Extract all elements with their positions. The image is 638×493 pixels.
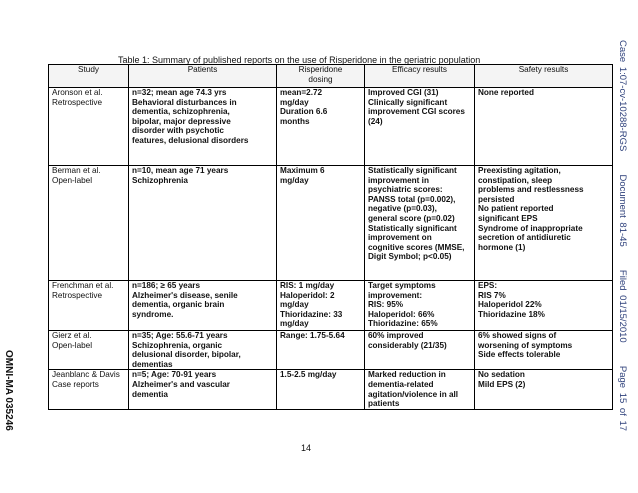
cell-line: dementia [132, 389, 168, 399]
cell-line: 1.5-2.5 mg/day [280, 370, 337, 380]
cell-line: Preexisting agitation, [478, 166, 561, 175]
cell-line: improvement in [368, 175, 429, 185]
cell-line: Case reports [52, 379, 99, 389]
cell-line: Side effects tolerable [478, 350, 561, 360]
cell-line: Thioridazine: 65% [368, 319, 438, 329]
cell-safety [475, 370, 613, 409]
cell-study [49, 370, 129, 409]
cell-line: RIS: 1 mg/day [280, 281, 335, 290]
cell-line: Aronson et al. [52, 88, 103, 97]
cell-line: problems and restlessness [478, 185, 584, 195]
cell-line: Duration 6.6 [280, 107, 328, 117]
cell-line: general score (p=0.02) [368, 213, 455, 223]
cell-line: (24) [368, 116, 383, 126]
cell-line: dementias [132, 359, 173, 369]
cell-line: bipolar, major depressive [132, 116, 231, 126]
cell-study [49, 166, 129, 281]
court-filing-header: Case 1:07-cv-10288-RGS Document 81-45 Filed 01/15/2010 Page 15 of 17 [617, 40, 628, 432]
cell-line: Berman et al. [52, 166, 101, 175]
cell-patients [129, 88, 277, 166]
cell-line: mg/day [280, 300, 309, 310]
cell-line: delusional disorder, bipolar, [132, 350, 241, 360]
cell-line: mg/day [280, 175, 309, 185]
cell-line: Haloperidol 22% [478, 300, 542, 310]
cell-line: Target symptoms [368, 281, 436, 290]
header-dosing [277, 65, 365, 88]
cell-efficacy [365, 370, 475, 409]
cell-line: RIS: 95% [368, 300, 404, 310]
cell-line: Statistically significant [368, 166, 457, 175]
cell-line: Haloperidol: 66% [368, 309, 435, 319]
cell-line: psychiatric scores: [368, 185, 443, 195]
cell-line: Range: 1.75-5.64 [280, 331, 345, 340]
cell-line: None reported [478, 88, 534, 97]
cell-study [49, 88, 129, 166]
cell-efficacy [365, 88, 475, 166]
cell-line: syndrome. [132, 309, 174, 319]
cell-dosing [277, 281, 365, 331]
cell-line: Thioridazine 18% [478, 309, 545, 319]
page-number: 14 [301, 443, 312, 453]
table-row [49, 331, 613, 370]
cell-line: No patient reported [478, 204, 554, 214]
table-header-row [49, 65, 613, 88]
cell-line: Digit Symbol; p<0.05) [368, 252, 452, 262]
cell-line: mg/day [280, 97, 309, 107]
cell-line: months [280, 116, 310, 126]
bates-stamp: OMNI-MA 035246 [3, 350, 14, 431]
table-caption: Table 1: Summary of published reports on the use of Risperidone in the geriatric population [118, 55, 481, 65]
table-row [49, 370, 613, 409]
cell-safety [475, 88, 613, 166]
cell-line: Schizophrenia, organic [132, 340, 223, 350]
cell-study [49, 281, 129, 331]
cell-line: dementia, organic brain [132, 300, 225, 310]
cell-line: improvement CGI scores [368, 107, 465, 117]
cell-line: Haloperidol: 2 [280, 290, 335, 300]
cell-line: dementia, schizophrenia, [132, 107, 230, 117]
cell-line: Schizophrenia [132, 175, 188, 185]
cell-line: Retrospective [52, 290, 103, 300]
cell-line: n=35; Age: 55.6-71 years [132, 331, 228, 340]
header-efficacy: Efficacy results [365, 65, 475, 88]
cell-line: n=32; mean age 74.3 yrs [132, 88, 227, 97]
cell-line: worsening of symptoms [478, 340, 573, 350]
table-row [49, 281, 613, 331]
table-body [49, 88, 613, 410]
cell-line: cognitive scores (MMSE, [368, 242, 465, 252]
cell-line: improvement: [368, 290, 423, 300]
cell-efficacy [365, 281, 475, 331]
cell-line: Thioridazine: 33 [280, 309, 343, 319]
cell-dosing [277, 88, 365, 166]
header-dosing-line: dosing [308, 74, 333, 84]
cell-patients [129, 331, 277, 370]
cell-line: dementia-related [368, 379, 434, 389]
cell-study [49, 331, 129, 370]
cell-dosing [277, 166, 365, 281]
cell-line: agitation/violence in all [368, 389, 459, 399]
cell-line: Maximum 6 [280, 166, 325, 175]
table-row [49, 166, 613, 281]
table-row [49, 88, 613, 166]
cell-line: significant EPS [478, 213, 538, 223]
cell-safety [475, 166, 613, 281]
cell-line: Gierz et al. [52, 331, 92, 340]
cell-line: n=10, mean age 71 years [132, 166, 229, 175]
cell-line: No sedation [478, 370, 525, 380]
cell-line: Mild EPS (2) [478, 379, 526, 389]
cell-line: n=186; ≥ 65 years [132, 281, 200, 290]
cell-line: constipation, sleep [478, 175, 553, 185]
cell-safety [475, 331, 613, 370]
cell-line: Improved CGI (31) [368, 88, 439, 97]
cell-line: Jeanblanc & Davis [52, 370, 120, 380]
cell-dosing [277, 331, 365, 370]
cell-line: Retrospective [52, 97, 103, 107]
cell-line: Behavioral disturbances in [132, 97, 237, 107]
cell-dosing [277, 370, 365, 409]
cell-efficacy [365, 166, 475, 281]
cell-line: Frenchman et al. [52, 281, 114, 290]
cell-line: secretion of antidiuretic [478, 233, 571, 243]
cell-line: improvement on [368, 233, 432, 243]
cell-line: considerably (21/35) [368, 340, 447, 350]
cell-line: hormone (1) [478, 242, 526, 252]
header-dosing-line: Risperidone [298, 65, 343, 74]
cell-patients [129, 166, 277, 281]
cell-line: mg/day [280, 319, 309, 329]
cell-line: Alzheimer's disease, senile [132, 290, 238, 300]
cell-line: Statistically significant [368, 223, 457, 233]
cell-line: patients [368, 399, 400, 409]
cell-line: Open-label [52, 175, 93, 185]
cell-line: mean=2.72 [280, 88, 323, 97]
cell-line: persisted [478, 194, 515, 204]
cell-line: RIS 7% [478, 290, 506, 300]
cell-line: Marked reduction in [368, 370, 446, 380]
cell-line: disorder with psychotic [132, 126, 224, 136]
cell-safety [475, 281, 613, 331]
header-study: Study [49, 65, 129, 88]
header-safety: Safety results [475, 65, 613, 88]
risperidone-reports-table [48, 64, 613, 410]
cell-line: EPS: [478, 281, 498, 290]
cell-patients [129, 370, 277, 409]
cell-patients [129, 281, 277, 331]
header-patients: Patients [129, 65, 277, 88]
cell-efficacy [365, 331, 475, 370]
cell-line: Alzheimer's and vascular [132, 379, 230, 389]
cell-line: Syndrome of inappropriate [478, 223, 583, 233]
cell-line: features, delusional disorders [132, 135, 249, 145]
cell-line: Clinically significant [368, 97, 448, 107]
cell-line: n=5; Age: 70-91 years [132, 370, 217, 380]
cell-line: 60% improved [368, 331, 424, 340]
cell-line: 6% showed signs of [478, 331, 557, 340]
cell-line: PANSS total (p=0.002), [368, 194, 456, 204]
cell-line: negative (p=0.03), [368, 204, 437, 214]
cell-line: Open-label [52, 340, 93, 350]
